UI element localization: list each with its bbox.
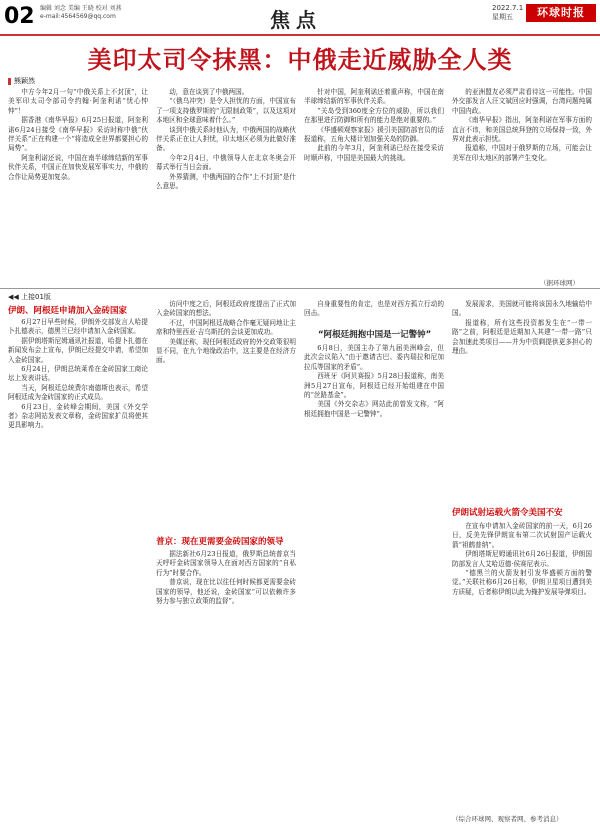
paragraph: 美国《外交杂志》网站此前曾发文称，“阿根廷拥抱中国是一记警钟”。 bbox=[304, 400, 444, 418]
paragraph: 6月27日早些时候，伊朗外交部发言人哈提卜扎德表示，德黑兰已经申请加入金砖国家。 bbox=[8, 318, 148, 336]
bottom-column-4b bbox=[452, 522, 592, 812]
paragraph: 据香港《南华早报》6月25日报道，阿奎利诺6月24日接受《南华早报》采访时称中俄“伙伴关系”正在构建一个“将造成全世界都要担心的局势”。 bbox=[8, 116, 148, 153]
section-divider bbox=[0, 288, 600, 289]
paragraph: 《南华早报》指出，阿奎利诺在军事方面的直言不讳，和美国总统拜登的立场保持一致，外界对此表示担忧。 bbox=[452, 116, 592, 144]
paragraph: 此前的今年3月，阿奎利诺已经在接受采访时顺声称，中国是美国最大的挑战。 bbox=[304, 144, 444, 162]
paragraph: 阿奎利诺还说，中国在南半球缔结新的军事伙伴关系，中国正在加快发展军事实力，中俄的合作让局势更加复杂。 bbox=[8, 153, 148, 181]
section-title: 焦点 bbox=[270, 8, 322, 32]
paragraph: 据伊朗塔斯尼姆通讯社报道，哈提卜扎德在新闻发布会上宣布，伊朗已经提交申请，希望加入金砖国家。 bbox=[8, 336, 148, 364]
paragraph: 在宣布申请加入金砖国家的前一天，6月26日，反美先锋伊朗宣布第二次试射国产运载火箭“祖鹤普纳”。 bbox=[452, 522, 592, 549]
paragraph: 外界猜测，中俄两国的合作“上不封顶”是什么意思。 bbox=[156, 172, 296, 191]
page-number: 02 bbox=[4, 4, 35, 29]
paragraph: 西班牙《阿贝赛报》5月28日报道称，南美洲5月27日宣布，阿根廷已经开始组建在中国的“丝路基金”。 bbox=[304, 372, 444, 400]
paragraph: “德黑兰的火箭发射引发华盛顿方面的警觉。”关联社称6月26日称，伊朗卫星项目遭到美方质疑，后者称伊朗以此为掩护发展导弹项目。 bbox=[452, 569, 592, 596]
paragraph: 不过，中国阿根廷战略合作毫无疑问地让主席和特里西亚·吉乌斯托的会谈更加成功。 bbox=[156, 318, 296, 337]
paragraph: 自身重要性的肯定，也是对西方孤立行动的回击。 bbox=[304, 300, 444, 318]
page-header bbox=[0, 0, 600, 36]
paragraph: 针对中国，阿奎利诺还着重声称，中国在南半球缔结新的军事伙伴关系。 bbox=[304, 88, 444, 106]
article-column-4 bbox=[452, 88, 592, 276]
continued-from: ◀◀ 上接01版 bbox=[8, 293, 51, 301]
bottom-column-4a bbox=[452, 300, 592, 500]
paragraph: 的亚洲盟友必须严肃看待这一可能性。中国外交部发言人汪文斌回应时强调，台湾问题纯属中国内政。 bbox=[452, 88, 592, 115]
bottom-column-3a bbox=[304, 300, 444, 320]
paragraph: 动，意在谈到了中俄两国。 bbox=[169, 88, 249, 96]
bottom-column-1 bbox=[8, 318, 148, 823]
article-column-3 bbox=[304, 88, 444, 286]
bottom-column-2b bbox=[156, 550, 296, 823]
paragraph: 报道称，所有这些投资都发生在“一带一路”之前，阿根廷是近期加入其建“一带一路”只会加速此类项目——并为中资剩提供更多担心的理由。 bbox=[452, 318, 592, 356]
subhead-iran-rocket: 伊朗试射运载火箭令美国不安 bbox=[452, 508, 563, 518]
subhead-iran-argentina: 伊朗、阿根廷申请加入金砖国家 bbox=[8, 306, 128, 316]
editor-info: 编辑 刘念 美编 王晓 校对 刘燕 e-mail:4564569@qq.com bbox=[40, 5, 122, 20]
paragraph: 当天，阿根廷总统费尔南德斯也表示，希望阿根廷成为金砖国家的正式成员。 bbox=[8, 383, 148, 402]
paragraph: 普京说，现在比以往任何时候都更需要金砖国家的领导，他还说，金砖国家“可以依赖许多努力参与独立政策的监督”。 bbox=[156, 578, 296, 606]
article-column-2 bbox=[156, 88, 296, 286]
paragraph: 今年2月4日，中俄领导人在北京冬奥会开幕式举行当日会面。 bbox=[156, 153, 296, 172]
paragraph: 谈到中俄关系时他认为，中俄两国的战略伙伴关系正在让人担忧，印太地区必须为此做好准备。 bbox=[156, 125, 296, 153]
article-column-1 bbox=[8, 88, 148, 286]
paragraph: “关岛受到360度全方位的威胁，所以我们在那里进行防御和所有的能力是绝对重要的。” bbox=[304, 106, 444, 125]
top-credit: （据环球网） bbox=[540, 279, 579, 287]
paragraph: “（俄乌冲突）是令人担忧的方面，中国宣布了一项支持俄罗斯的“无限制政策”，以及这项对本地区和全球意味着什么。” bbox=[156, 97, 296, 125]
paragraph: 伊朗塔斯尼姆通讯社6月26日报道，伊朗国防部发言人艾哈迈德·侯赛尼表示。 bbox=[452, 550, 592, 568]
bottom-credit: （综合环球网、观察者网、参考消息） bbox=[452, 815, 563, 823]
subhead-putin: 普京：现在更需要金砖国家的领导 bbox=[156, 537, 284, 547]
subhead-wake-up-call: “阿根廷拥抱中国是一记警钟” bbox=[318, 330, 432, 340]
paragraph: 中方今年2月一句“中俄关系上不封顶”，让美军印太司令部司令约翰·阿奎利诺“忧心忡忡”！ bbox=[8, 88, 148, 115]
paragraph: 《华盛顿观察家报》援引美国防部官员的话报道称，五角大楼计划加强关岛的防御。 bbox=[304, 125, 444, 144]
paragraph: 6月24日，伊朗总统莱希在金砖国家工商论坛上发表讲话。 bbox=[8, 365, 148, 383]
paragraph: 美媒还称，现任阿根廷政府的外交政策很明显不同，在九个地缘政治中，这主要是在经济方面。 bbox=[156, 337, 296, 365]
paragraph: 访问中度之后，阿根廷政府度提出了正式加入金砖国家的想法。 bbox=[156, 300, 296, 318]
headline: 美印太司令抹黑：中俄走近威胁全人类 bbox=[87, 46, 513, 74]
paragraph: 发展需求，美国就可能将该国永久地输给中国。 bbox=[452, 300, 592, 318]
byline-marker-icon bbox=[8, 78, 11, 85]
bottom-column-2a bbox=[156, 300, 296, 530]
byline: 熊颖然 bbox=[8, 76, 35, 86]
paragraph: 据法新社6月23日报道，俄罗斯总统普京当天呼吁金砖国家领导人在面对西方国家的“自私行为”时要合作。 bbox=[156, 550, 296, 577]
paragraph: 6月23日，金砖峰会期间，美国《外交学者》杂志网站发表文章称，金砖国家扩员将使其更具影响力。 bbox=[8, 402, 148, 430]
paragraph: 报道称，中国对于俄罗斯的立场，可能会让美军在印太地区的部署产生变化。 bbox=[452, 144, 592, 162]
bottom-column-3b bbox=[304, 344, 444, 823]
newspaper-logo: 环球时报 bbox=[526, 4, 596, 22]
paragraph: 6月8日，美国主办了第九届美洲峰会，但此次会议陷入“由于邀请古巴、委内瑞拉和尼加拉瓜等国家的矛盾”。 bbox=[304, 344, 444, 371]
issue-date: 2022.7.1 星期五 bbox=[492, 4, 524, 21]
